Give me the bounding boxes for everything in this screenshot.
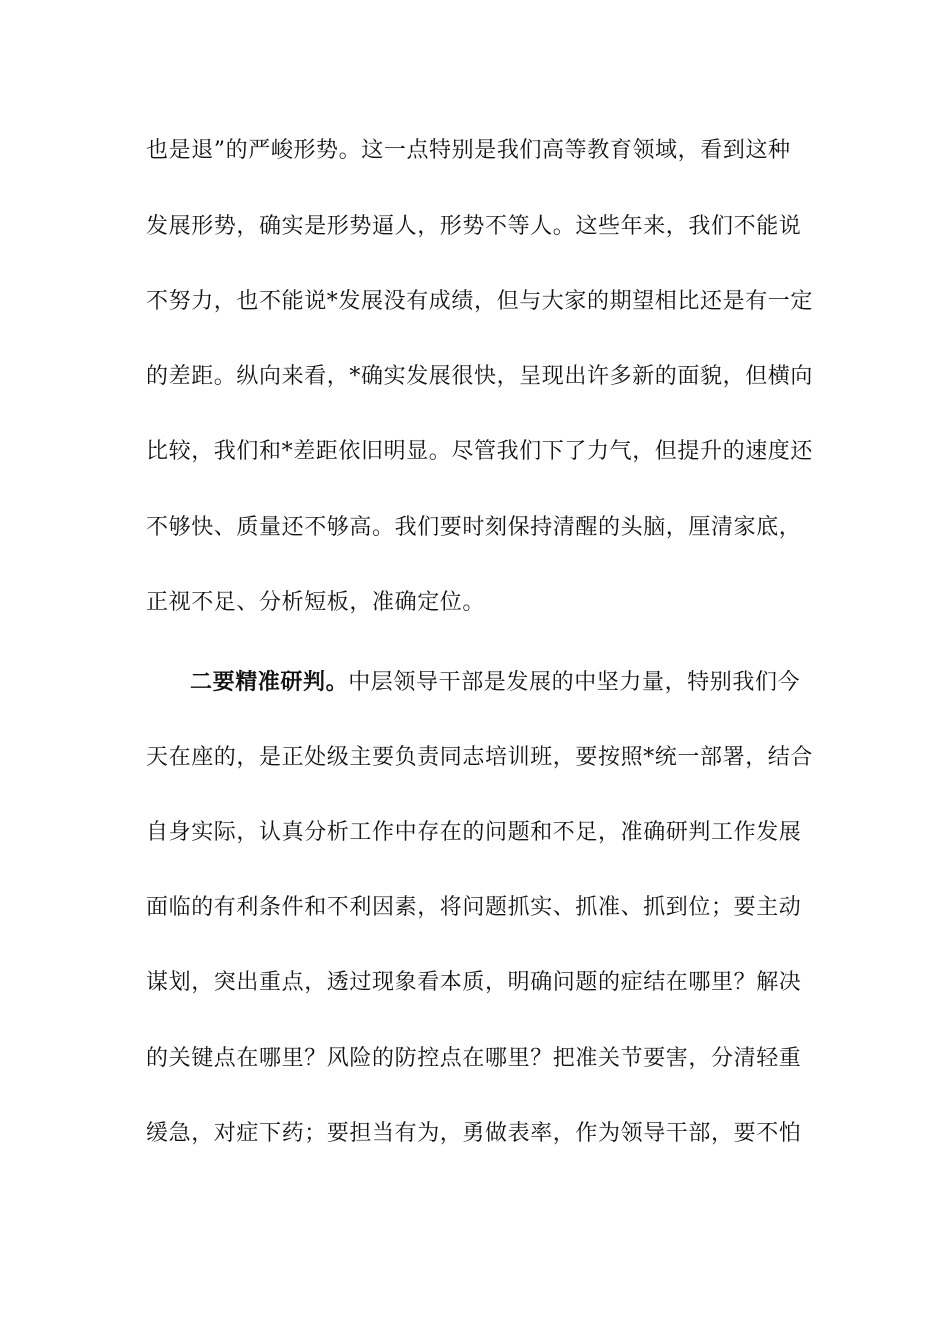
paragraph-line: 面临的有利条件和不利因素，将问题抓实、抓准、抓到位；要主动 — [146, 895, 802, 920]
paragraph-line: 的关键点在哪里？风险的防控点在哪里？把准关节要害，分清轻重 — [146, 1046, 802, 1071]
paragraph-line: 也是退”的严峻形势。这一点特别是我们高等教育领域，看到这种 — [146, 138, 791, 163]
paragraph-first-line — [190, 662, 850, 702]
paragraph-line: 比较，我们和*差距依旧明显。尽管我们下了力气，但提升的速度还 — [146, 439, 814, 464]
paragraph-line: 不够快、质量还不够高。我们要时刻保持清醒的头脑，厘清家底， — [146, 515, 802, 540]
paragraph-line: 谋划，突出重点，透过现象看本质，明确问题的症结在哪里？解决 — [146, 970, 802, 995]
paragraph-line: 自身实际，认真分析工作中存在的问题和不足，准确研判工作发展 — [146, 820, 802, 845]
paragraph-line: 缓急，对症下药；要担当有为，勇做表率，作为领导干部，要不怕 — [146, 1121, 802, 1146]
section-heading: 二要精准研判。 — [190, 669, 349, 695]
paragraph-line: 的差距。纵向来看，*确实发展很快，呈现出许多新的面貌，但横向 — [146, 364, 814, 389]
paragraph-line: 发展形势，确实是形势逼人，形势不等人。这些年来，我们不能说 — [146, 214, 802, 239]
paragraph-text: 中层领导干部是发展的中坚力量，特别我们今 — [348, 670, 801, 695]
paragraph-line: 不努力，也不能说*发展没有成绩，但与大家的期望相比还是有一定 — [146, 289, 814, 314]
paragraph-line: 正视不足、分析短板，准确定位。 — [146, 590, 486, 615]
paragraph-line: 天在座的，是正处级主要负责同志培训班，要按照*统一部署，结合 — [146, 745, 814, 770]
